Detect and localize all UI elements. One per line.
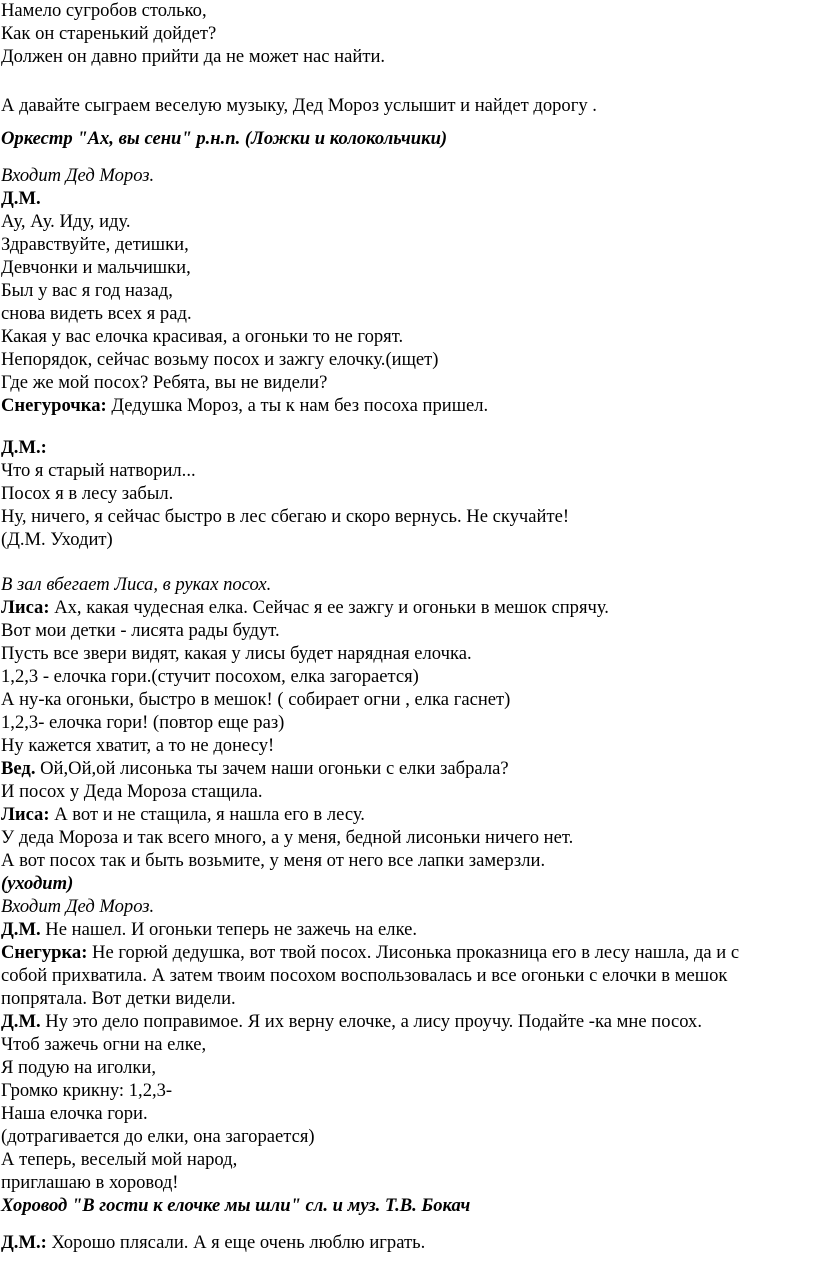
text-line: Был у вас я год назад, — [1, 280, 173, 301]
text-line: попрятала. Вот детки видели. — [1, 988, 236, 1009]
text-line: Вот мои детки - лисята рады будут. — [1, 620, 280, 641]
orchestra-heading: Оркестр "Ах, вы сени" р.н.п. (Ложки и колокольчики) — [1, 128, 448, 149]
stage-direction: Входит Дед Мороз. — [1, 896, 155, 917]
text-line: А вот посох так и быть возьмите, у меня от него все лапки замерзли. — [1, 850, 546, 871]
text-line: Должен он давно прийти да не может нас найти. — [1, 46, 386, 67]
dialogue-text: Не горюй дедушка, вот твой посох. Лисонька проказница его в лесу нашла, да и с — [87, 942, 740, 963]
text-line: Как он старенький дойдет? — [1, 23, 217, 44]
text-line: Наша елочка гори. — [1, 1103, 148, 1124]
text-line: Я подую на иголки, — [1, 1057, 156, 1078]
text-line: А давайте сыграем веселую музыку, Дед Мороз услышит и найдет дорогу . — [1, 95, 597, 116]
text-line: снова видеть всех я рад. — [1, 303, 192, 324]
speaker-label: Снегурка: — [1, 942, 88, 963]
text-line: Какая у вас елочка красивая, а огоньки то не горят. — [1, 326, 404, 347]
text-line: Непорядок, сейчас возьму посох и зажгу елочку.(ищет) — [1, 349, 439, 370]
text-line: Громко крикну: 1,2,3- — [1, 1080, 173, 1101]
dialogue-line — [1, 1011, 702, 1033]
text-line: А ну-ка огоньки, быстро в мешок! ( собирает огни , елка гаснет) — [1, 689, 511, 710]
stage-direction: (уходит) — [1, 873, 74, 894]
speaker-label: Д.М. — [1, 919, 41, 940]
speaker-label: Лиса: — [1, 597, 50, 618]
text-line: собой прихватила. А затем твоим посохом воспользовалась и все огоньки с елочки в мешок — [1, 965, 728, 986]
text-line: А теперь, веселый мой народ, — [1, 1149, 238, 1170]
dialogue-line — [1, 804, 365, 826]
speaker-label: Д.М.: — [1, 437, 47, 458]
dialogue-line — [1, 942, 739, 964]
text-line: 1,2,3- елочка гори! (повтор еще раз) — [1, 712, 285, 733]
text-line: Что я старый натворил... — [1, 460, 196, 481]
text-line: Чтоб зажечь огни на елке, — [1, 1034, 207, 1055]
dialogue-line — [1, 1232, 425, 1254]
text-line: 1,2,3 - елочка гори.(стучит посохом, елка загорается) — [1, 666, 419, 687]
dialogue-text: Не нашел. И огоньки теперь не зажечь на елке. — [40, 919, 418, 940]
speaker-label: Снегурочка: — [1, 395, 107, 416]
dialogue-text: Ой,Ой,ой лисонька ты зачем наши огоньки с елки забрала? — [35, 758, 509, 779]
speaker-label: Лиса: — [1, 804, 50, 825]
dialogue-text: Ну это дело поправимое. Я их верну елочке, а лису проучу. Подайте -ка мне посох. — [40, 1011, 702, 1032]
speaker-label: Д.М. — [1, 188, 41, 209]
text-line: Намело сугробов столько, — [1, 0, 207, 21]
dialogue-line — [1, 758, 509, 780]
text-line: Где же мой посох? Ребята, вы не видели? — [1, 372, 328, 393]
stage-direction: В зал вбегает Лиса, в руках посох. — [1, 574, 272, 595]
speaker-label: Д.М.: — [1, 1232, 47, 1253]
dialogue-line — [1, 597, 609, 619]
text-line: (дотрагивается до елки, она загорается) — [1, 1126, 315, 1147]
text-line: Ау, Ау. Иду, иду. — [1, 211, 131, 232]
speaker-label: Вед. — [1, 758, 36, 779]
dialogue-text: Дедушка Мороз, а ты к нам без посоха пришел. — [106, 395, 489, 416]
dialogue-text: Хорошо плясали. А я еще очень люблю играть. — [46, 1232, 426, 1253]
dialogue-line — [1, 919, 417, 941]
speaker-label: Д.М. — [1, 1011, 41, 1032]
text-line: Здравствуйте, детишки, — [1, 234, 189, 255]
dialogue-line — [1, 395, 488, 417]
text-line: Ну, ничего, я сейчас быстро в лес сбегаю и скоро вернусь. Не скучайте! — [1, 506, 570, 527]
text-line: И посох у Деда Мороза стащила. — [1, 781, 263, 802]
dialogue-text: Ах, какая чудесная елка. Сейчас я ее зажгу и огоньки в мешок спрячу. — [49, 597, 609, 618]
text-line: (Д.М. Уходит) — [1, 529, 113, 550]
stage-direction: Входит Дед Мороз. — [1, 165, 155, 186]
text-line: Пусть все звери видят, какая у лисы будет нарядная елочка. — [1, 643, 472, 664]
text-line: У деда Мороза и так всего много, а у меня, бедной лисоньки ничего нет. — [1, 827, 574, 848]
text-line: Ну кажется хватит, а то не донесу! — [1, 735, 275, 756]
text-line: Девчонки и мальчишки, — [1, 257, 191, 278]
dance-heading: Хоровод "В гости к елочке мы шли" сл. и муз. Т.В. Бокач — [1, 1195, 471, 1216]
dialogue-text: А вот и не стащила, я нашла его в лесу. — [49, 804, 365, 825]
text-line: Посох я в лесу забыл. — [1, 483, 174, 504]
text-line: приглашаю в хоровод! — [1, 1172, 179, 1193]
